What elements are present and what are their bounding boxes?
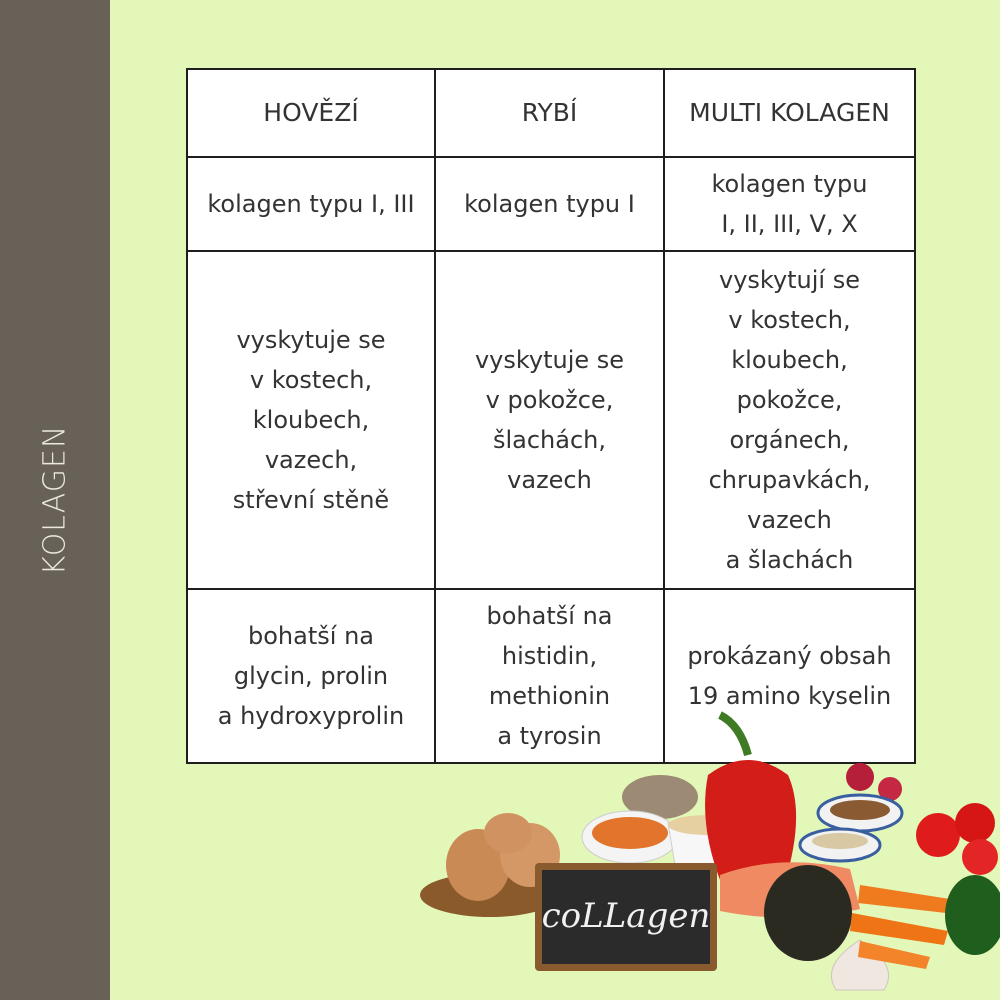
tomato-icon — [916, 813, 960, 857]
sidebar — [0, 0, 110, 1000]
table-row-occurrence — [187, 251, 915, 589]
food-illustration — [390, 705, 1000, 1000]
table-cell: kolagen typu I — [435, 157, 664, 251]
table-cell: bohatší na histidin, methionin a tyrosin — [435, 589, 664, 763]
avocado-icon — [764, 865, 852, 961]
carrot-icon — [858, 885, 950, 913]
lentils-icon — [592, 817, 668, 849]
chalkboard-text: coLLagen — [541, 896, 711, 936]
table-cell: bohatší na glycin, prolin a hydroxyprolin — [187, 589, 435, 763]
table-cell: vyskytují se v kostech, kloubech, pokožce, orgánech, chrupavkách, vazech a šlachách — [664, 251, 915, 589]
table-cell: kolagen typu I, II, III, V, X — [664, 157, 915, 251]
sidebar-title: KOLAGEN — [37, 424, 73, 576]
egg-icon — [484, 813, 532, 853]
header-hovezi: HOVĚZÍ — [187, 69, 435, 157]
table-cell: prokázaný obsah 19 amino kyselin — [664, 589, 915, 763]
table-cell: vyskytuje se v kostech, kloubech, vazech, střevní stěně — [187, 251, 435, 589]
pepper-stem — [720, 715, 748, 755]
header-rybi: RYBÍ — [435, 69, 664, 157]
table-header-row — [187, 69, 915, 157]
table-cell: kolagen typu I, III — [187, 157, 435, 251]
collagen-comparison-table — [186, 68, 916, 764]
header-multi-kolagen: MULTI KOLAGEN — [664, 69, 915, 157]
table-cell: vyskytuje se v pokožce, šlachách, vazech — [435, 251, 664, 589]
table-row-types — [187, 157, 915, 251]
spinach-icon — [945, 875, 1000, 955]
raspberry-icon — [846, 763, 874, 791]
